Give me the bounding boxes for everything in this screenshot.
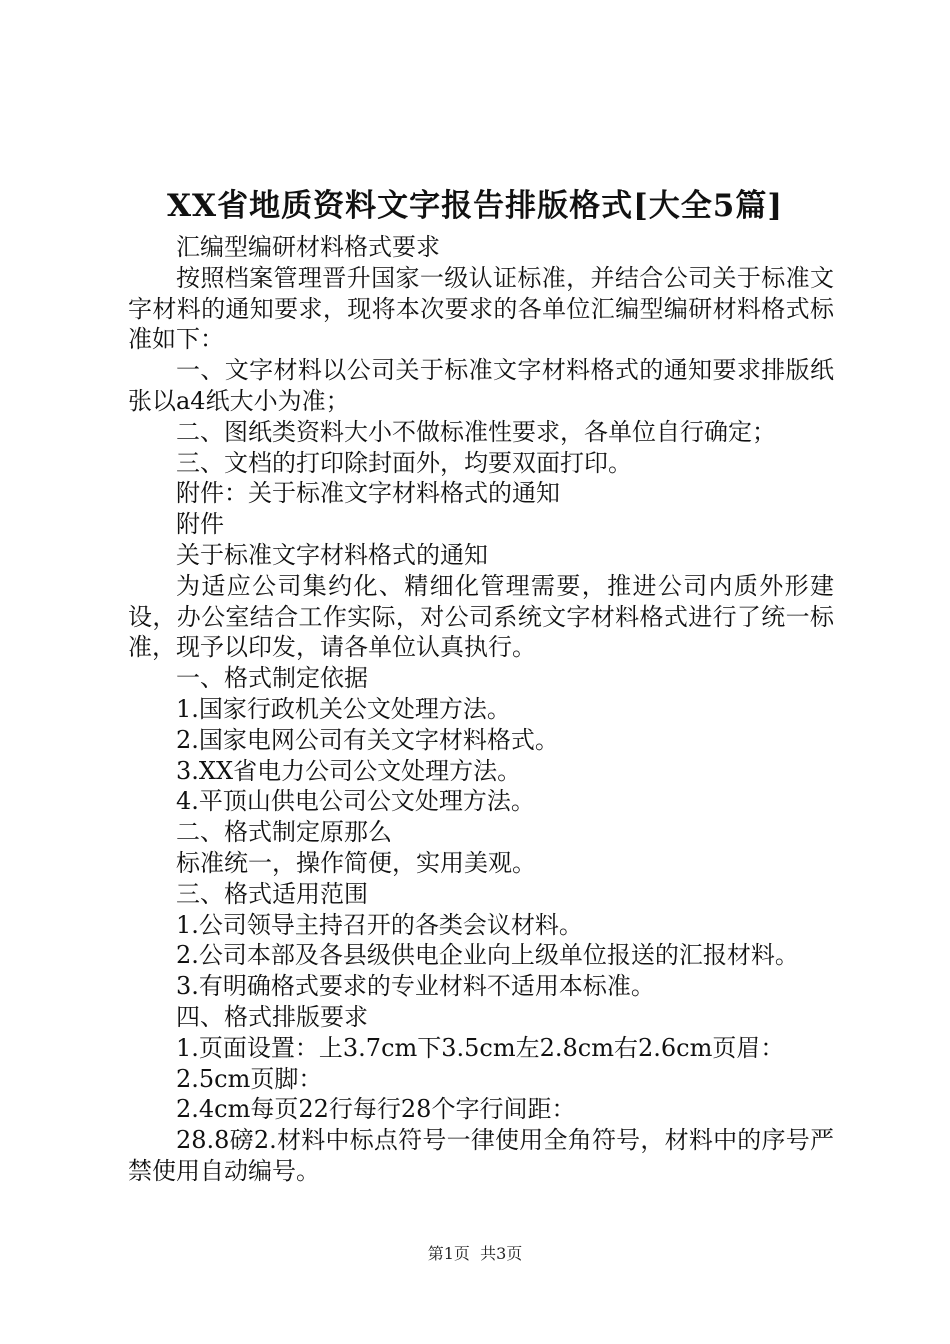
paragraph: 3.XX省电力公司公文处理方法。 [176, 756, 522, 785]
paragraph: 附件：关于标准文字材料格式的通知 [176, 479, 560, 508]
paragraph: 二、格式制定原那么 [176, 818, 392, 847]
paragraph: 1.公司领导主持召开的各类会议材料。 [176, 910, 583, 939]
paragraph: 关于标准文字材料格式的通知 [176, 540, 488, 569]
paragraph: 一、文字材料以公司关于标准文字材料格式的通知要求排版纸张以a4纸大小为准； [128, 356, 834, 415]
paragraph: 2.4cm每页22行每行28个字行间距： [176, 1095, 576, 1124]
document-title: XX省地质资料文字报告排版格式[大全5篇] [166, 188, 783, 224]
document-body [128, 232, 834, 1187]
paragraph: 1.国家行政机关公文处理方法。 [176, 694, 511, 723]
paragraph: 三、格式适用范围 [176, 879, 368, 908]
paragraph: 28.8磅2.材料中标点符号一律使用全角符号，材料中的序号严禁使用自动编号。 [128, 1126, 834, 1185]
paragraph: 一、格式制定依据 [176, 664, 368, 693]
paragraph: 附件 [176, 510, 224, 539]
paragraph: 二、图纸类资料大小不做标准性要求，各单位自行确定； [176, 417, 776, 446]
paragraph: 2.公司本部及各县级供电企业向上级单位报送的汇报材料。 [176, 941, 799, 970]
paragraph: 1.页面设置：上3.7cm下3.5cm左2.8cm右2.6cm页眉： [176, 1033, 785, 1062]
paragraph: 为适应公司集约化、精细化管理需要，推进公司内质外形建设，办公室结合工作实际，对公司系统文字材料格式进行了统一标准，现予以印发，请各单位认真执行。 [128, 571, 834, 662]
paragraph: 三、文档的打印除封面外，均要双面打印。 [176, 448, 632, 477]
paragraph: 四、格式排版要求 [176, 1002, 368, 1031]
paragraph: 汇编型编研材料格式要求 [176, 233, 440, 261]
paragraph: 2.国家电网公司有关文字材料格式。 [176, 725, 559, 754]
paragraph: 4.平顶山供电公司公文处理方法。 [176, 787, 535, 816]
paragraph: 按照档案管理晋升国家一级认证标准，并结合公司关于标准文字材料的通知要求，现将本次要求的各单位汇编型编研材料格式标准如下： [128, 263, 834, 354]
page-footer: 第1页 共3页 [427, 1244, 523, 1263]
paragraph: 2.5cm页脚： [176, 1064, 323, 1093]
paragraph: 标准统一，操作简便，实用美观。 [176, 848, 536, 877]
paragraph: 3.有明确格式要求的专业材料不适用本标准。 [176, 972, 655, 1001]
